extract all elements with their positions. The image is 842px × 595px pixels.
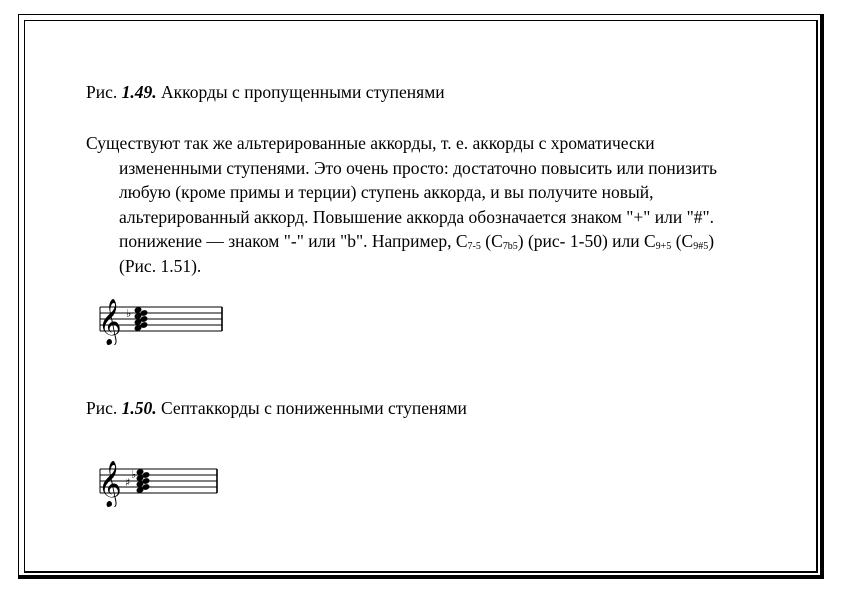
paragraph-line: измененными ступенями. Это очень просто: достаточно повысить или понизить	[119, 157, 718, 178]
paragraph-line: (Рис. 1.51).	[119, 255, 202, 276]
text-segment: (C	[480, 231, 503, 251]
caption-prefix: Рис.	[86, 398, 118, 418]
text-segment: понижение — знаком "-" или "b". Например, C	[119, 231, 468, 251]
chord-subscript: 7-5	[467, 241, 481, 252]
music-staff-1	[98, 293, 228, 350]
chord-subscript: 9#5	[693, 241, 709, 252]
music-staff-2	[98, 455, 223, 512]
caption-title: Аккорды с пропущенными ступенями	[161, 82, 445, 102]
sharp-accidental: ♯	[125, 476, 131, 489]
chord-subscript: 9+5	[655, 241, 672, 252]
treble-clef-icon: 𝄞	[98, 299, 122, 345]
caption-number: 1.49.	[121, 82, 157, 102]
paragraph-line: любую (кроме примы и терции) ступень аккорда, и вы получите новый,	[119, 182, 654, 202]
caption-prefix: Рис.	[86, 82, 118, 102]
treble-clef-icon: 𝄞	[98, 461, 122, 507]
body-paragraph	[86, 131, 806, 278]
paragraph-line: альтерированный аккорд. Повышение аккорда обозначается знаком "+" или "#".	[119, 206, 714, 227]
caption-number: 1.50.	[121, 398, 157, 418]
figure-caption-1-50	[86, 398, 467, 419]
text-segment: )	[708, 231, 715, 251]
staff-notation	[98, 455, 223, 507]
staff-notation	[98, 293, 228, 345]
flat-accidental: ♭	[131, 468, 137, 481]
chord-subscript: 7b5	[502, 241, 518, 252]
figure-caption-1-49	[86, 82, 445, 103]
caption-title: Септаккорды с пониженными ступенями	[161, 398, 467, 418]
flat-accidental: ♭	[126, 307, 132, 320]
text-segment: (C	[671, 231, 694, 251]
paragraph-line	[86, 229, 806, 254]
paragraph-line: Существуют так же альтерированные аккорды, т. е. аккорды с хроматически	[86, 133, 655, 153]
text-segment: ) (рис- 1-50) или C	[517, 231, 656, 251]
